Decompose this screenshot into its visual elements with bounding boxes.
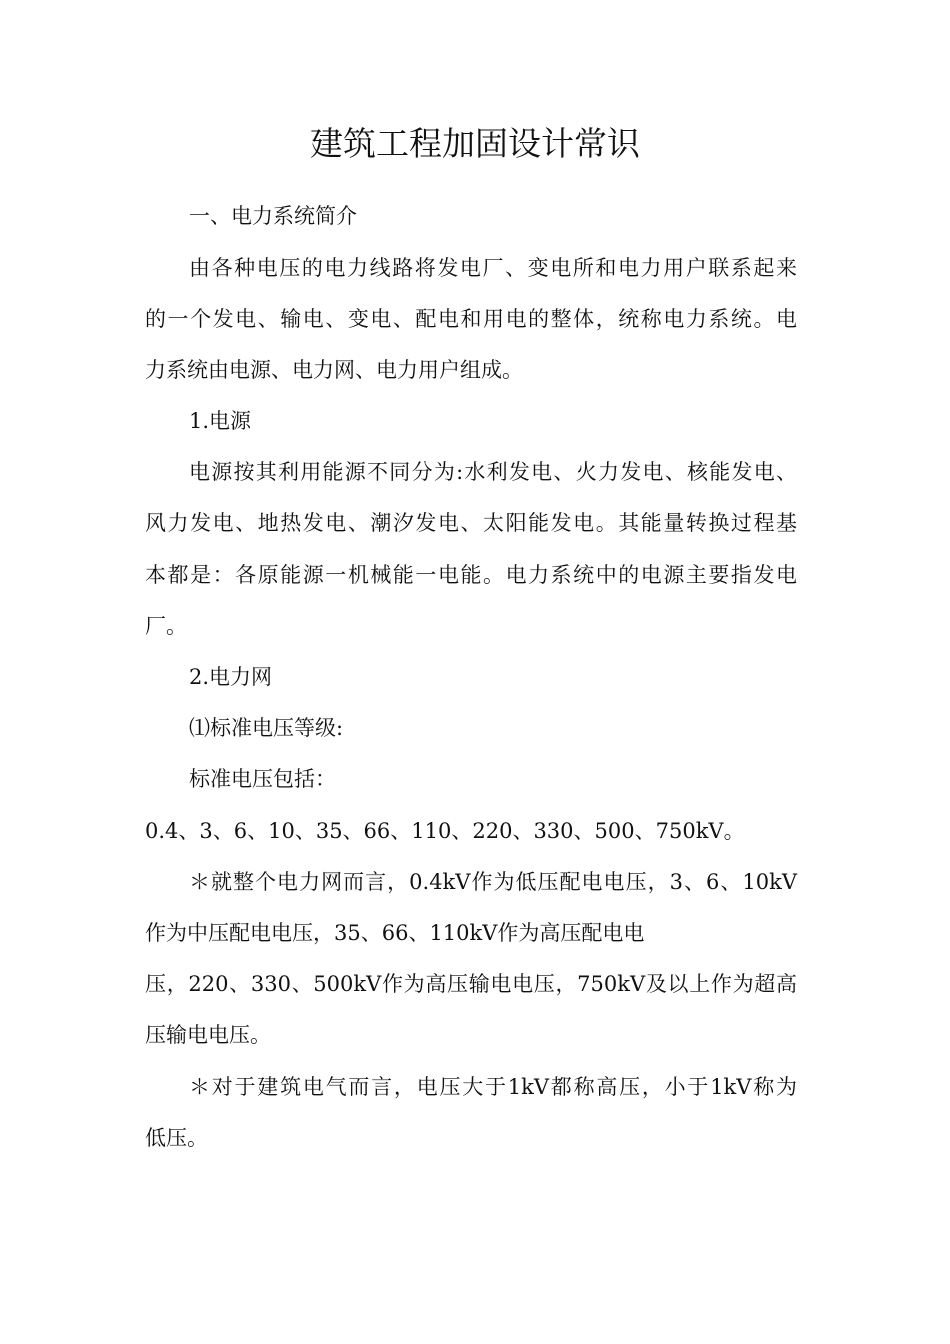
subheading-power-grid: 2.电力网 [189,665,273,689]
section-heading-power-system-intro: 一、电力系统简介 [189,204,357,228]
note-line: 作为中压配电电压，35、66、110kV作为高压配电电 [145,921,645,945]
paragraph-line: 厂。 [145,614,187,638]
paragraph-line: 由各种电压的电力线路将发电厂、变电所和电力用户联系起来 [189,256,797,280]
note-line: 压，220、330、500kV作为高压输电电压，750kV及以上作为超高 [145,972,797,996]
note-line: 低压。 [145,1126,208,1150]
note-line: ＊就整个电力网而言，0.4kV作为低压配电电压，3、6、10kV [189,870,797,894]
document-title: 建筑工程加固设计常识 [310,124,640,163]
paragraph-line: 本都是：各原能源一机械能一电能。电力系统中的电源主要指发电 [145,563,797,587]
note-line: ＊对于建筑电气而言，电压大于1kV都称高压，小于1kV称为 [189,1075,797,1099]
paragraph-line: 标准电压包括： [189,767,336,791]
paragraph-line: 的一个发电、输电、变电、配电和用电的整体，统称电力系统。电 [145,307,797,331]
paragraph-line: 力系统由电源、电力网、电力用户组成。 [145,358,523,382]
paragraph-line: 电源按其利用能源不同分为:水利发电、火力发电、核能发电、 [189,460,797,484]
voltage-list-line: 0.4、3、6、10、35、66、110、220、330、500、750kV。 [145,819,745,843]
note-line: 压输电电压。 [145,1023,271,1047]
paragraph-line: 风力发电、地热发电、潮汐发电、太阳能发电。其能量转换过程基 [145,511,797,535]
subheading-power-source: 1.电源 [189,409,252,433]
subheading-standard-voltage-levels: ⑴标准电压等级: [189,716,344,740]
